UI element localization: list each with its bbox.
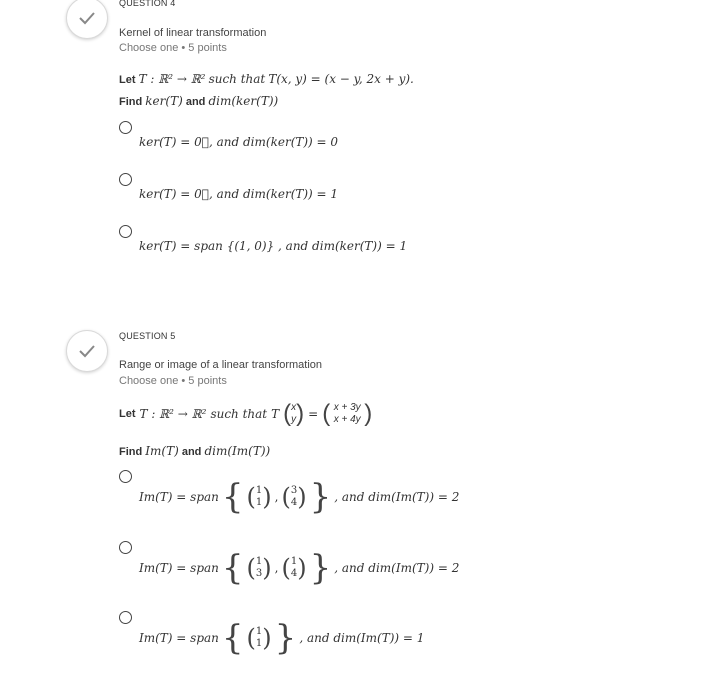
q4-answered-check bbox=[66, 0, 108, 39]
q5-o1-v2-top: 3 bbox=[290, 485, 298, 496]
q4-find-a: ker(T) bbox=[145, 94, 183, 108]
q5-title: Range or image of a linear transformation bbox=[119, 359, 322, 371]
q5-option-2[interactable]: Im(T) = span { ( 1 3 ) , ( 1 4 ) } , and dim(Im(T)) = 2 bbox=[139, 548, 460, 588]
q5-find-label: Find bbox=[119, 446, 143, 458]
q5-o3-v1-bottom: 1 bbox=[255, 638, 263, 649]
q5-output-bottom: x + 4y bbox=[333, 414, 361, 425]
q5-find-a: Im(T) bbox=[145, 444, 179, 458]
q4-find-b: dim(ker(T)) bbox=[208, 94, 279, 108]
q4-title: Kernel of linear transformation bbox=[119, 27, 267, 39]
q5-output-vector: ( x + 3y x + 4y ) bbox=[322, 400, 373, 427]
q4-number: QUESTION 4 bbox=[119, 0, 176, 8]
q5-input-bottom: y bbox=[291, 414, 297, 425]
q5-o2-v1-bottom: 3 bbox=[255, 568, 263, 579]
q5-option-3[interactable]: Im(T) = span { ( 1 1 ) } , and dim(Im(T)) = 1 bbox=[139, 618, 425, 658]
q5-T: T bbox=[271, 407, 280, 421]
check-icon bbox=[78, 344, 96, 358]
q5-option-2-lhs: Im(T) = span bbox=[139, 561, 219, 575]
q5-such-that: such that bbox=[210, 407, 268, 421]
check-icon bbox=[78, 11, 96, 25]
q5-statement bbox=[119, 402, 372, 426]
q5-option-1-lhs: Im(T) = span bbox=[139, 490, 219, 504]
q4-option-2[interactable]: ker(T) = 0⃗, and dim(ker(T)) = 1 bbox=[139, 187, 339, 201]
q5-meta: Choose one • 5 points bbox=[119, 375, 227, 387]
q5-option-1[interactable]: Im(T) = span { ( 1 1 ) , ( 3 4 ) } , and dim(Im(T)) = 2 bbox=[139, 477, 460, 517]
q5-and-label: and bbox=[181, 446, 202, 458]
q4-option-2-radio[interactable] bbox=[119, 173, 132, 186]
q5-equals: = bbox=[308, 407, 319, 421]
q4-meta: Choose one • 5 points bbox=[119, 42, 227, 54]
q5-option-2-radio[interactable] bbox=[119, 541, 132, 554]
q4-option-1[interactable]: ker(T) = 0⃗, and dim(ker(T)) = 0 bbox=[139, 135, 339, 149]
q4-find-label: Find bbox=[119, 96, 143, 108]
q5-option-3-rhs: , and dim(Im(T)) = 1 bbox=[299, 631, 425, 645]
q5-o3-v1-top: 1 bbox=[255, 626, 263, 637]
q5-let-label: Let bbox=[119, 408, 136, 420]
q5-output-top: x + 3y bbox=[333, 402, 361, 413]
q4-option-3-radio[interactable] bbox=[119, 225, 132, 238]
q5-find-b: dim(Im(T)) bbox=[204, 444, 271, 458]
q5-find bbox=[119, 444, 270, 458]
q5-o1-v1-top: 1 bbox=[255, 485, 263, 496]
q5-input-top: x bbox=[291, 402, 297, 413]
q5-option-1-radio[interactable] bbox=[119, 470, 132, 483]
q5-map: T : ℝ² → ℝ² bbox=[139, 407, 207, 421]
q5-number: QUESTION 5 bbox=[119, 331, 176, 341]
q4-let-label: Let bbox=[119, 74, 136, 86]
q5-o1-v2-bottom: 4 bbox=[290, 497, 298, 508]
q5-option-1-rhs: , and dim(Im(T)) = 2 bbox=[334, 490, 460, 504]
q4-option-3[interactable]: ker(T) = span {(1, 0)} , and dim(ker(T)) = 1 bbox=[139, 239, 408, 253]
q4-and-label: and bbox=[185, 96, 206, 108]
q4-option-1-radio[interactable] bbox=[119, 121, 132, 134]
q5-o2-v2-bottom: 4 bbox=[290, 568, 298, 579]
q4-rule: T(x, y) = (x − y, 2x + y). bbox=[268, 72, 414, 86]
q5-o2-v2-top: 1 bbox=[290, 556, 298, 567]
q5-o2-v1-top: 1 bbox=[255, 556, 263, 567]
q4-such-that: such that bbox=[208, 72, 266, 86]
q4-find bbox=[119, 94, 278, 108]
q5-answered-check bbox=[66, 330, 108, 372]
q4-map: T : ℝ² → ℝ² bbox=[138, 72, 206, 86]
q4-statement bbox=[119, 72, 414, 86]
q5-input-vector: ( x y ) bbox=[283, 400, 305, 427]
q5-option-3-lhs: Im(T) = span bbox=[139, 631, 219, 645]
q5-option-2-rhs: , and dim(Im(T)) = 2 bbox=[334, 561, 460, 575]
q5-o1-v1-bottom: 1 bbox=[255, 497, 263, 508]
q5-option-3-radio[interactable] bbox=[119, 611, 132, 624]
